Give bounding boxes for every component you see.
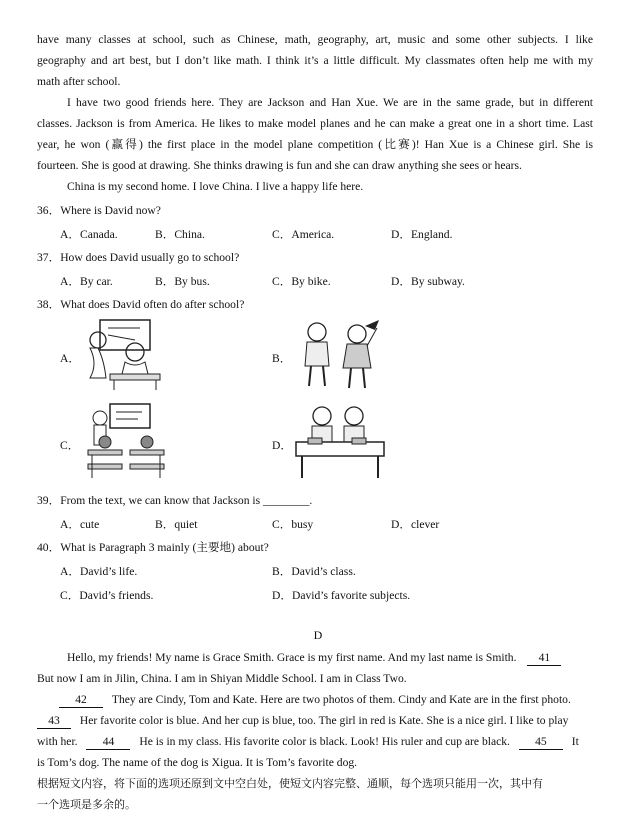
q36-option-a[interactable]: A．Canada. <box>60 228 118 241</box>
q36-option-b[interactable]: B．China. <box>155 228 205 241</box>
passage-text: They are Cindy, Tom and Kate. Here are two photos of them. Cindy and Kate are in the first photo. <box>111 693 571 706</box>
question-39-stem: 39．From the text, we can know that Jackson is ________. <box>37 494 313 507</box>
passage-line: math after school. <box>37 75 121 88</box>
instruction-line: 一个选项是多余的。 <box>37 798 136 811</box>
passage-line <box>37 714 593 729</box>
blank-43[interactable]: 43 <box>37 714 71 729</box>
passage-line: have many classes at school, such as Chinese, math, geography, art, music and some other subjects. I like <box>37 33 593 46</box>
blank-44[interactable]: 44 <box>86 735 130 750</box>
passage-line <box>37 693 593 708</box>
q40-option-c[interactable]: C．David’s friends. <box>60 589 154 602</box>
blank-45[interactable]: 45 <box>519 735 563 750</box>
passage-line: year, he won (赢得) the first place in the model plane competition (比赛)! Han Xue is a Chinese girl. She is <box>37 138 593 151</box>
instruction-line: 根据短文内容，将下面的选项还原到文中空白处，使短文内容完整、通顺，每个选项只能用一次，其中有 <box>37 777 543 790</box>
blank-41[interactable]: 41 <box>527 651 561 666</box>
passage-text: He is in my class. His favorite color is black. Look! His ruler and cup are black. <box>139 735 510 748</box>
passage-line: is Tom’s dog. The name of the dog is Xigua. It is Tom’s favorite dog. <box>37 756 358 769</box>
passage-line: But now I am in Jilin, China. I am in Shiyan Middle School. I am in Class Two. <box>37 672 407 685</box>
passage-line: I have two good friends here. They are Jackson and Han Xue. We are in the same grade, but in different <box>67 96 593 109</box>
q39-option-d[interactable]: D．clever <box>391 518 440 531</box>
q40-option-a[interactable]: A．David’s life. <box>60 565 138 578</box>
q37-option-d[interactable]: D．By subway. <box>391 275 465 288</box>
q40-option-b[interactable]: B．David’s class. <box>272 565 356 578</box>
q37-option-b[interactable]: B．By bus. <box>155 275 210 288</box>
kids-model-planes-picture <box>295 316 385 392</box>
classroom-picture <box>80 402 172 480</box>
q36-option-d[interactable]: D．England. <box>391 228 453 241</box>
q38-option-a[interactable]: A． <box>60 352 80 365</box>
q40-option-d[interactable]: D．David’s favorite subjects. <box>272 589 411 602</box>
passage-line: fourteen. She is good at drawing. She thinks drawing is fun and she can draw anything she sees or hears. <box>37 159 522 172</box>
passage-line <box>37 735 593 750</box>
teacher-helping-student-picture <box>80 316 170 392</box>
q38-option-c[interactable]: C． <box>60 439 80 452</box>
passage-text: It <box>571 735 579 748</box>
blank-42[interactable]: 42 <box>59 693 103 708</box>
passage-line <box>67 651 593 666</box>
passage-text: with her. <box>37 735 78 748</box>
kids-studying-at-table-picture <box>292 402 388 480</box>
section-heading: D <box>313 628 323 642</box>
question-38-stem: 38．What does David often do after school? <box>37 298 245 311</box>
passage-text: Her favorite color is blue. And her cup is blue, too. The girl in red is Kate. She is a nice girl. I like to play <box>79 714 569 727</box>
passage-text: Hello, my friends! My name is Grace Smith. Grace is my first name. And my last name is Smith. <box>67 651 517 664</box>
question-37-stem: 37．How does David usually go to school? <box>37 251 240 264</box>
question-40-stem: 40．What is Paragraph 3 mainly (主要地) about? <box>37 541 269 554</box>
q39-option-b[interactable]: B．quiet <box>155 518 198 531</box>
q39-option-c[interactable]: C．busy <box>272 518 314 531</box>
q37-option-c[interactable]: C．By bike. <box>272 275 331 288</box>
passage-line: China is my second home. I love China. I live a happy life here. <box>67 180 364 193</box>
q38-option-b[interactable]: B． <box>272 352 292 365</box>
q36-option-c[interactable]: C．America. <box>272 228 335 241</box>
q39-option-a[interactable]: A．cute <box>60 518 100 531</box>
q37-option-a[interactable]: A．By car. <box>60 275 113 288</box>
passage-line: geography and art best, but I don’t like math. I think it’s a little difficult. My classmates often help me with my <box>37 54 593 67</box>
question-36-stem: 36．Where is David now? <box>37 204 161 217</box>
passage-line: classes. Jackson is from America. He likes to make model planes and he can make a great one in a short time. Last <box>37 117 593 130</box>
q38-option-d[interactable]: D． <box>272 439 292 452</box>
